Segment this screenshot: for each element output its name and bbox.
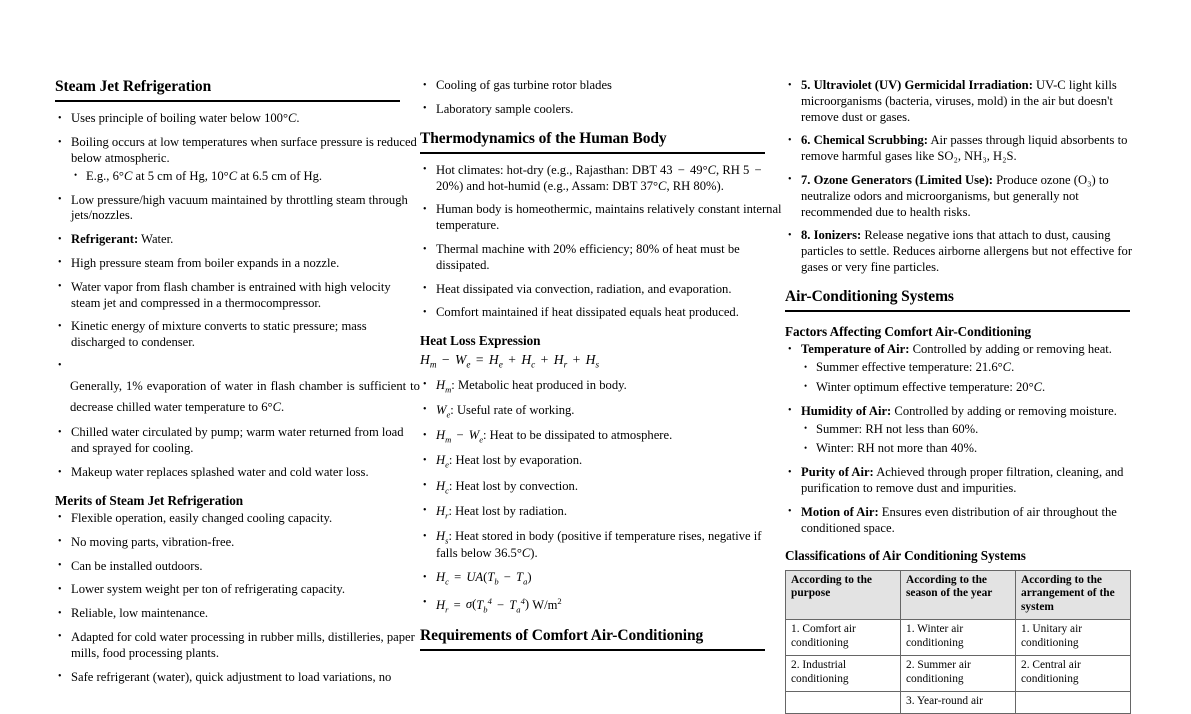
list-item [420, 282, 785, 298]
three-column-layout [0, 78, 1191, 714]
bullet-text: No moving parts, vibration-free. [71, 534, 235, 549]
evaporation-note-paragraph: Generally, 1% evaporation of water in flash chamber is sufficient to decrease chilled water temperature to 6°C. [70, 378, 420, 414]
bullet-text: $H_r$: Heat lost by radiation. [436, 503, 568, 521]
list-item [420, 595, 785, 614]
bullet-text: Summer effective temperature: 21.6°C. [816, 360, 1015, 374]
bullet-text: Comfort maintained if heat dissipated equals heat produced. [436, 305, 739, 320]
table-cell [786, 691, 901, 713]
heat-loss-terms-list [420, 378, 785, 615]
bullet-text: Hot climates: hot-dry (e.g., Rajasthan: DBT 43 − 49°C, RH 5 − 20%) and hot-humid (e.g., Assam: DBT 37°C, RH 80%). [436, 162, 762, 193]
table-body [786, 620, 1131, 714]
list-item [420, 403, 785, 420]
heading-thermodynamics-of-the-human-body: Thermodynamics of the Human Body [420, 130, 765, 154]
bullet-text: Chilled water circulated by pump; warm water returned from load and sprayed for cooling. [71, 425, 404, 456]
bullet-text: E.g., 6°C at 5 cm of Hg, 10°C at 6.5 cm of Hg. [86, 168, 323, 183]
bullet-text: Refrigerant: Water. [71, 232, 174, 247]
table-header-cell: According to the arrangement of the system [1016, 570, 1131, 620]
bullet-text: Flexible operation, easily changed cooling capacity. [71, 510, 333, 525]
bullet-text: $H_m - W_e$: Heat to be dissipated to atmosphere. [436, 428, 673, 445]
bullet-text: $W_e$: Useful rate of working. [436, 402, 575, 420]
air-cleaning-methods-list [785, 78, 1150, 276]
table-head [786, 570, 1131, 620]
bullet-text: Safe refrigerant (water), quick adjustment to load variations, no [71, 669, 392, 684]
list-item [785, 342, 1150, 396]
subsection-factors-affecting-comfort [785, 323, 1150, 340]
list-item [55, 630, 420, 662]
bullet-text: 8. Ionizers: Release negative ions that attach to dust, causing particles to settle. Reduces airborne allergens but not effective for gases or very fine particles. [801, 228, 1133, 274]
section-air-conditioning-systems [785, 288, 1150, 312]
list-item [801, 380, 1150, 396]
heading-air-conditioning-systems: Air-Conditioning Systems [785, 288, 1130, 312]
section-steam-jet-refrigeration [55, 78, 420, 102]
list-item [55, 425, 420, 457]
bullet-text: Humidity of Air: Controlled by adding or removing moisture. [801, 403, 1117, 418]
heading-heat-loss-expression: Heat Loss Expression [420, 333, 541, 349]
bullet-text: Summer: RH not less than 60%. [816, 421, 979, 436]
bullet-text: Makeup water replaces splashed water and cold water loss. [71, 465, 369, 480]
list-item [55, 256, 420, 272]
column-2 [420, 78, 785, 714]
bullet-text: Low pressure/high vacuum maintained by throttling steam through jets/nozzles. [71, 192, 408, 223]
bullet-text: Boiling occurs at low temperatures when surface pressure is reduced below atmospheric. [71, 135, 417, 165]
table-row [786, 691, 1131, 713]
heading-factors-affecting-comfort-air-conditioning: Factors Affecting Comfort Air-Conditioning [785, 324, 1032, 340]
column-1 [55, 78, 420, 714]
list-item [785, 465, 1150, 497]
list-item [55, 111, 420, 127]
list-item [420, 78, 785, 94]
empty-list-item [55, 359, 420, 368]
bullet-text: 6. Chemical Scrubbing: Air passes through liquid absorbents to remove harmful gases like SO₂, NH₃, H₂S. [801, 133, 1128, 164]
list-item [420, 453, 785, 470]
bullet-text: Human body is homeothermic, maintains relatively constant internal temperature. [436, 202, 782, 233]
bullet-text: Thermal machine with 20% efficiency; 80% of heat must be dissipated. [436, 242, 740, 272]
bullet-text: $H_r = \sigma(T_b^4 - T_a^4)$ $W/m^2$ [436, 595, 562, 615]
table-cell: 2. Summer air conditioning [901, 656, 1016, 692]
list-item [55, 511, 420, 527]
section-requirements-comfort-ac [420, 627, 785, 651]
bullet-text: Reliable, low maintenance. [71, 606, 209, 621]
subsection-classifications [785, 547, 1150, 564]
list-item [71, 169, 420, 185]
nested-bullet-list [71, 169, 420, 185]
comfort-factors-list [785, 342, 1150, 536]
list-item [420, 202, 785, 234]
steam-jet-bullet-list [55, 111, 420, 368]
table-row [786, 656, 1131, 692]
bullet-text: 5. Ultraviolet (UV) Germicidal Irradiation: UV-C light kills microorganisms (bacteria, viruses, mold) in the air but doesn't remove dust or gases. [801, 78, 1117, 124]
bullet-text: Heat dissipated via convection, radiation, and evaporation. [436, 281, 732, 296]
list-item [55, 135, 420, 184]
table-cell: 2. Industrial conditioning [786, 656, 901, 692]
list-item [785, 133, 1150, 165]
classification-table [785, 570, 1131, 714]
heading-requirements-of-comfort-air-conditioning: Requirements of Comfort Air-Conditioning [420, 627, 765, 651]
nested-bullet-list [801, 360, 1150, 396]
list-item [420, 242, 785, 274]
bullet-text: $H_m$: Metabolic heat produced in body. [436, 377, 627, 395]
list-item [785, 173, 1150, 220]
bullet-text: $H_s$: Heat stored in body (positive if temperature rises, negative if falls below 36.5°C). [436, 529, 762, 561]
table-header-row [786, 570, 1131, 620]
bullet-text: Laboratory sample coolers. [436, 101, 574, 116]
heading-classifications-of-air-conditioning-systems: Classifications of Air Conditioning Systems [785, 548, 1026, 564]
list-item [55, 606, 420, 622]
list-item [420, 102, 785, 118]
list-item [55, 280, 420, 312]
list-item [55, 232, 420, 248]
list-item [55, 535, 420, 551]
bullet-text: Kinetic energy of mixture converts to static pressure; mass discharged to condenser. [71, 319, 367, 350]
human-body-bullet-list [420, 163, 785, 321]
bullet-text: 7. Ozone Generators (Limited Use): Produce ozone (O₃) to neutralize odors and microorganisms, but generally not recommended due to health risks. [801, 172, 1109, 219]
bullet-text: $H_c$: Heat lost by convection. [436, 478, 578, 496]
heat-loss-equation: $H_m - W_e = H_e + H_c + H_r + H_s$ [420, 352, 600, 371]
subsection-merits [55, 492, 420, 509]
bullet-text: Temperature of Air: Controlled by adding or removing heat. [801, 342, 1112, 357]
table-cell: 1. Comfort air conditioning [786, 620, 901, 656]
list-item [801, 441, 1150, 457]
list-item [420, 479, 785, 496]
bullet-text: Purity of Air: Achieved through proper filtration, cleaning, and purification to remove dust and impurities. [801, 465, 1124, 496]
bullet-text: $H_e$: Heat lost by evaporation. [436, 453, 583, 470]
list-item [785, 78, 1150, 125]
column-3 [785, 78, 1150, 714]
bullet-text: High pressure steam from boiler expands in a nozzle. [71, 255, 340, 270]
bullet-text: Winter optimum effective temperature: 20°C. [816, 379, 1046, 394]
heading-merits-of-steam-jet-refrigeration: Merits of Steam Jet Refrigeration [55, 492, 244, 508]
bullet-text: Winter: RH not more than 40%. [816, 441, 978, 456]
applications-bullet-list [420, 78, 785, 118]
list-item [420, 163, 785, 195]
list-item [420, 504, 785, 521]
table-cell: 2. Central air conditioning [1016, 656, 1131, 692]
bullet-text: Water vapor from flash chamber is entrained with high velocity steam jet and compressed in a thermocompressor. [71, 279, 391, 310]
bullet-text: Adapted for cold water processing in rubber mills, distilleries, paper mills, food processing plants. [71, 629, 415, 660]
list-item [55, 465, 420, 481]
table-header-cell: According to the purpose [786, 570, 901, 620]
bullet-text: Cooling of gas turbine rotor blades [436, 78, 612, 92]
bullet-text: $H_c = UA(T_b - T_a)$ [436, 570, 532, 587]
subsection-heat-loss-expression [420, 332, 785, 349]
bullet-text: Uses principle of boiling water below 100°C. [71, 111, 300, 126]
bullet-text: Motion of Air: Ensures even distribution of air throughout the conditioned space. [801, 504, 1117, 535]
merits-bullet-list [55, 511, 420, 685]
list-item [801, 422, 1150, 438]
table-cell: 3. Year-round air [901, 691, 1016, 713]
list-item [420, 305, 785, 321]
list-item [420, 570, 785, 587]
table-cell [1016, 691, 1131, 713]
list-item [785, 228, 1150, 275]
list-item [55, 582, 420, 598]
list-item [420, 428, 785, 445]
list-item [55, 559, 420, 575]
list-item [55, 319, 420, 351]
list-item [785, 404, 1150, 458]
steam-jet-bullet-list-continued [55, 425, 420, 480]
heading-steam-jet-refrigeration: Steam Jet Refrigeration [55, 78, 400, 102]
table-header-cell: According to the season of the year [901, 570, 1016, 620]
table-row [786, 620, 1131, 656]
list-item [420, 378, 785, 395]
bullet-text: Can be installed outdoors. [71, 558, 203, 573]
list-item [55, 193, 420, 225]
list-item [55, 670, 420, 686]
table-cell: 1. Winter air conditioning [901, 620, 1016, 656]
list-item [801, 360, 1150, 376]
nested-bullet-list [801, 422, 1150, 458]
table-cell: 1. Unitary air conditioning [1016, 620, 1131, 656]
bullet-text: Lower system weight per ton of refrigerating capacity. [71, 582, 346, 597]
list-item [420, 529, 785, 562]
list-item [785, 505, 1150, 537]
section-thermodynamics-human-body [420, 130, 785, 154]
